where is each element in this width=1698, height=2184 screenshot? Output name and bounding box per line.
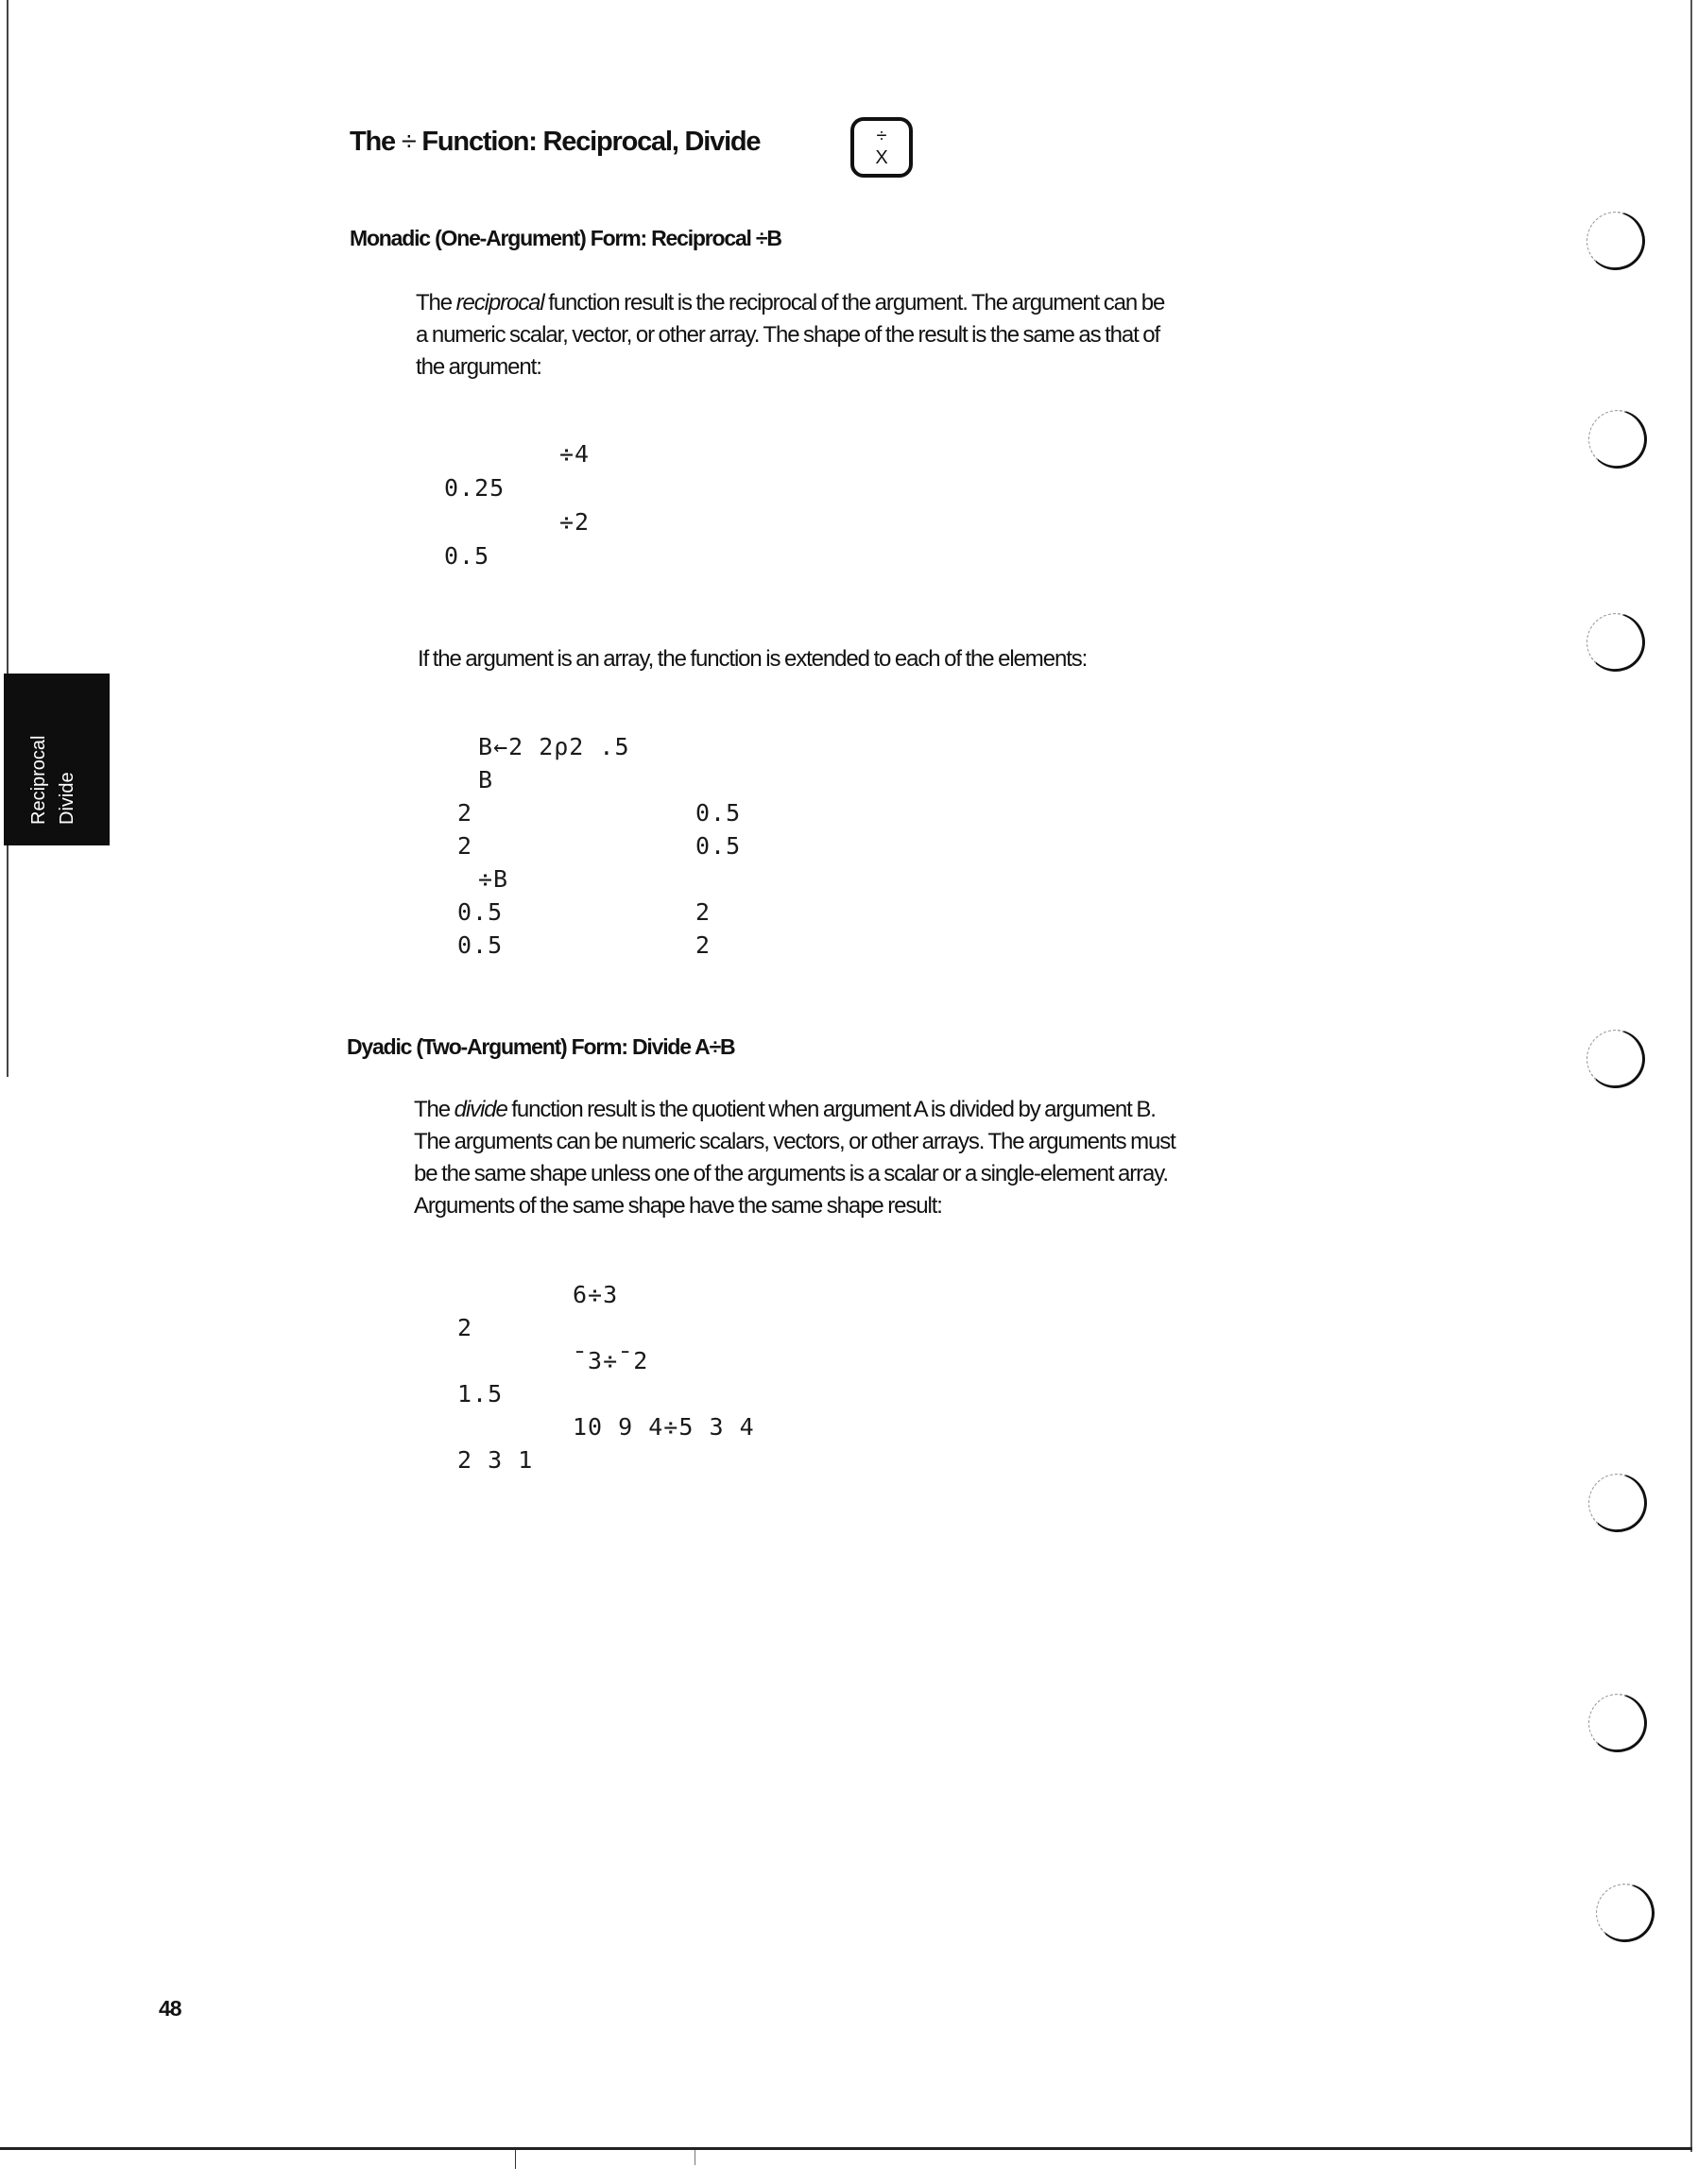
code-input: 10 9 4÷5 3 4 bbox=[573, 1413, 755, 1441]
page-title bbox=[350, 125, 760, 159]
code-input: ÷4 bbox=[559, 440, 591, 468]
matrix-cell: 2 bbox=[457, 799, 473, 827]
text-line: The reciprocal function result is the reciprocal of the argument. The argument can be bbox=[416, 290, 1165, 316]
code-input: 6÷3 bbox=[573, 1281, 619, 1308]
matrix-row bbox=[457, 931, 798, 960]
code-input: ÷2 bbox=[559, 508, 591, 536]
edge-tick bbox=[515, 2150, 516, 2169]
page-left-edge bbox=[7, 0, 9, 1077]
key-bottom-glyph: X bbox=[875, 147, 888, 168]
binder-hole-icon bbox=[1582, 403, 1654, 475]
matrix-row bbox=[457, 832, 798, 861]
text-line: a numeric scalar, vector, or other array. The shape of the result is the same as that of bbox=[416, 322, 1160, 348]
matrix-row bbox=[457, 898, 798, 927]
section-side-tab bbox=[4, 674, 110, 845]
text-line: The divide function result is the quotient when argument A is divided by argument B. bbox=[414, 1097, 1156, 1122]
code-output: 2 bbox=[457, 1314, 473, 1341]
array-extension-text: If the argument is an array, the function is extended to each of the elements: bbox=[418, 646, 1088, 672]
matrix-cell: 0.5 bbox=[457, 931, 504, 959]
code-output: 2 3 1 bbox=[457, 1446, 534, 1474]
text-line: the argument: bbox=[416, 354, 541, 380]
text-line: be the same shape unless one of the arguments is a scalar or a single-element array. bbox=[414, 1161, 1168, 1186]
page-bottom-edge bbox=[0, 2147, 1692, 2150]
code-output: 1.5 bbox=[457, 1380, 504, 1408]
code-output: 0.25 bbox=[444, 474, 506, 502]
monadic-heading: Monadic (One-Argument) Form: Reciprocal ÷B bbox=[350, 226, 781, 250]
matrix-row bbox=[457, 799, 798, 828]
binder-hole-icon bbox=[1589, 1877, 1661, 1949]
binder-hole-icon bbox=[1582, 1467, 1654, 1539]
code-output: 0.5 bbox=[444, 542, 490, 570]
matrix-cell: 2 bbox=[457, 832, 473, 860]
emphasis-reciprocal: reciprocal bbox=[455, 290, 544, 316]
code-input: ¯3÷¯2 bbox=[573, 1347, 649, 1374]
text-line: Arguments of the same shape have the same shape result: bbox=[414, 1193, 942, 1219]
code-input: B←2 2⍴2 .5 bbox=[478, 733, 630, 760]
matrix-cell: 0.5 bbox=[695, 832, 742, 860]
dyadic-heading: Dyadic (Two-Argument) Form: Divide A÷B bbox=[347, 1034, 735, 1059]
matrix-cell: 2 bbox=[695, 898, 712, 926]
matrix-cell: 2 bbox=[695, 931, 712, 959]
binder-hole-icon bbox=[1580, 606, 1652, 678]
side-tab-line1: Reciprocal bbox=[28, 735, 49, 825]
binder-hole-icon bbox=[1580, 205, 1652, 277]
binder-hole-icon bbox=[1582, 1687, 1654, 1759]
emphasis-divide: divide bbox=[454, 1097, 507, 1122]
code-input: B bbox=[478, 766, 494, 793]
title-symbol: ÷ bbox=[401, 127, 416, 157]
page-right-edge bbox=[1690, 0, 1692, 2152]
text-line: The arguments can be numeric scalars, vectors, or other arrays. The arguments must bbox=[414, 1129, 1175, 1154]
page-number: 48 bbox=[159, 1996, 181, 2021]
divide-key-icon bbox=[850, 117, 913, 178]
title-rest: Function: Reciprocal, Divide bbox=[421, 127, 761, 157]
title-prefix: The bbox=[350, 127, 395, 157]
matrix-cell: 0.5 bbox=[695, 799, 742, 827]
matrix-cell: 0.5 bbox=[457, 898, 504, 926]
key-top-glyph: ÷ bbox=[876, 126, 887, 146]
side-tab-line2: Divide bbox=[57, 772, 77, 825]
code-input: ÷B bbox=[478, 865, 509, 893]
binder-hole-icon bbox=[1580, 1023, 1652, 1095]
